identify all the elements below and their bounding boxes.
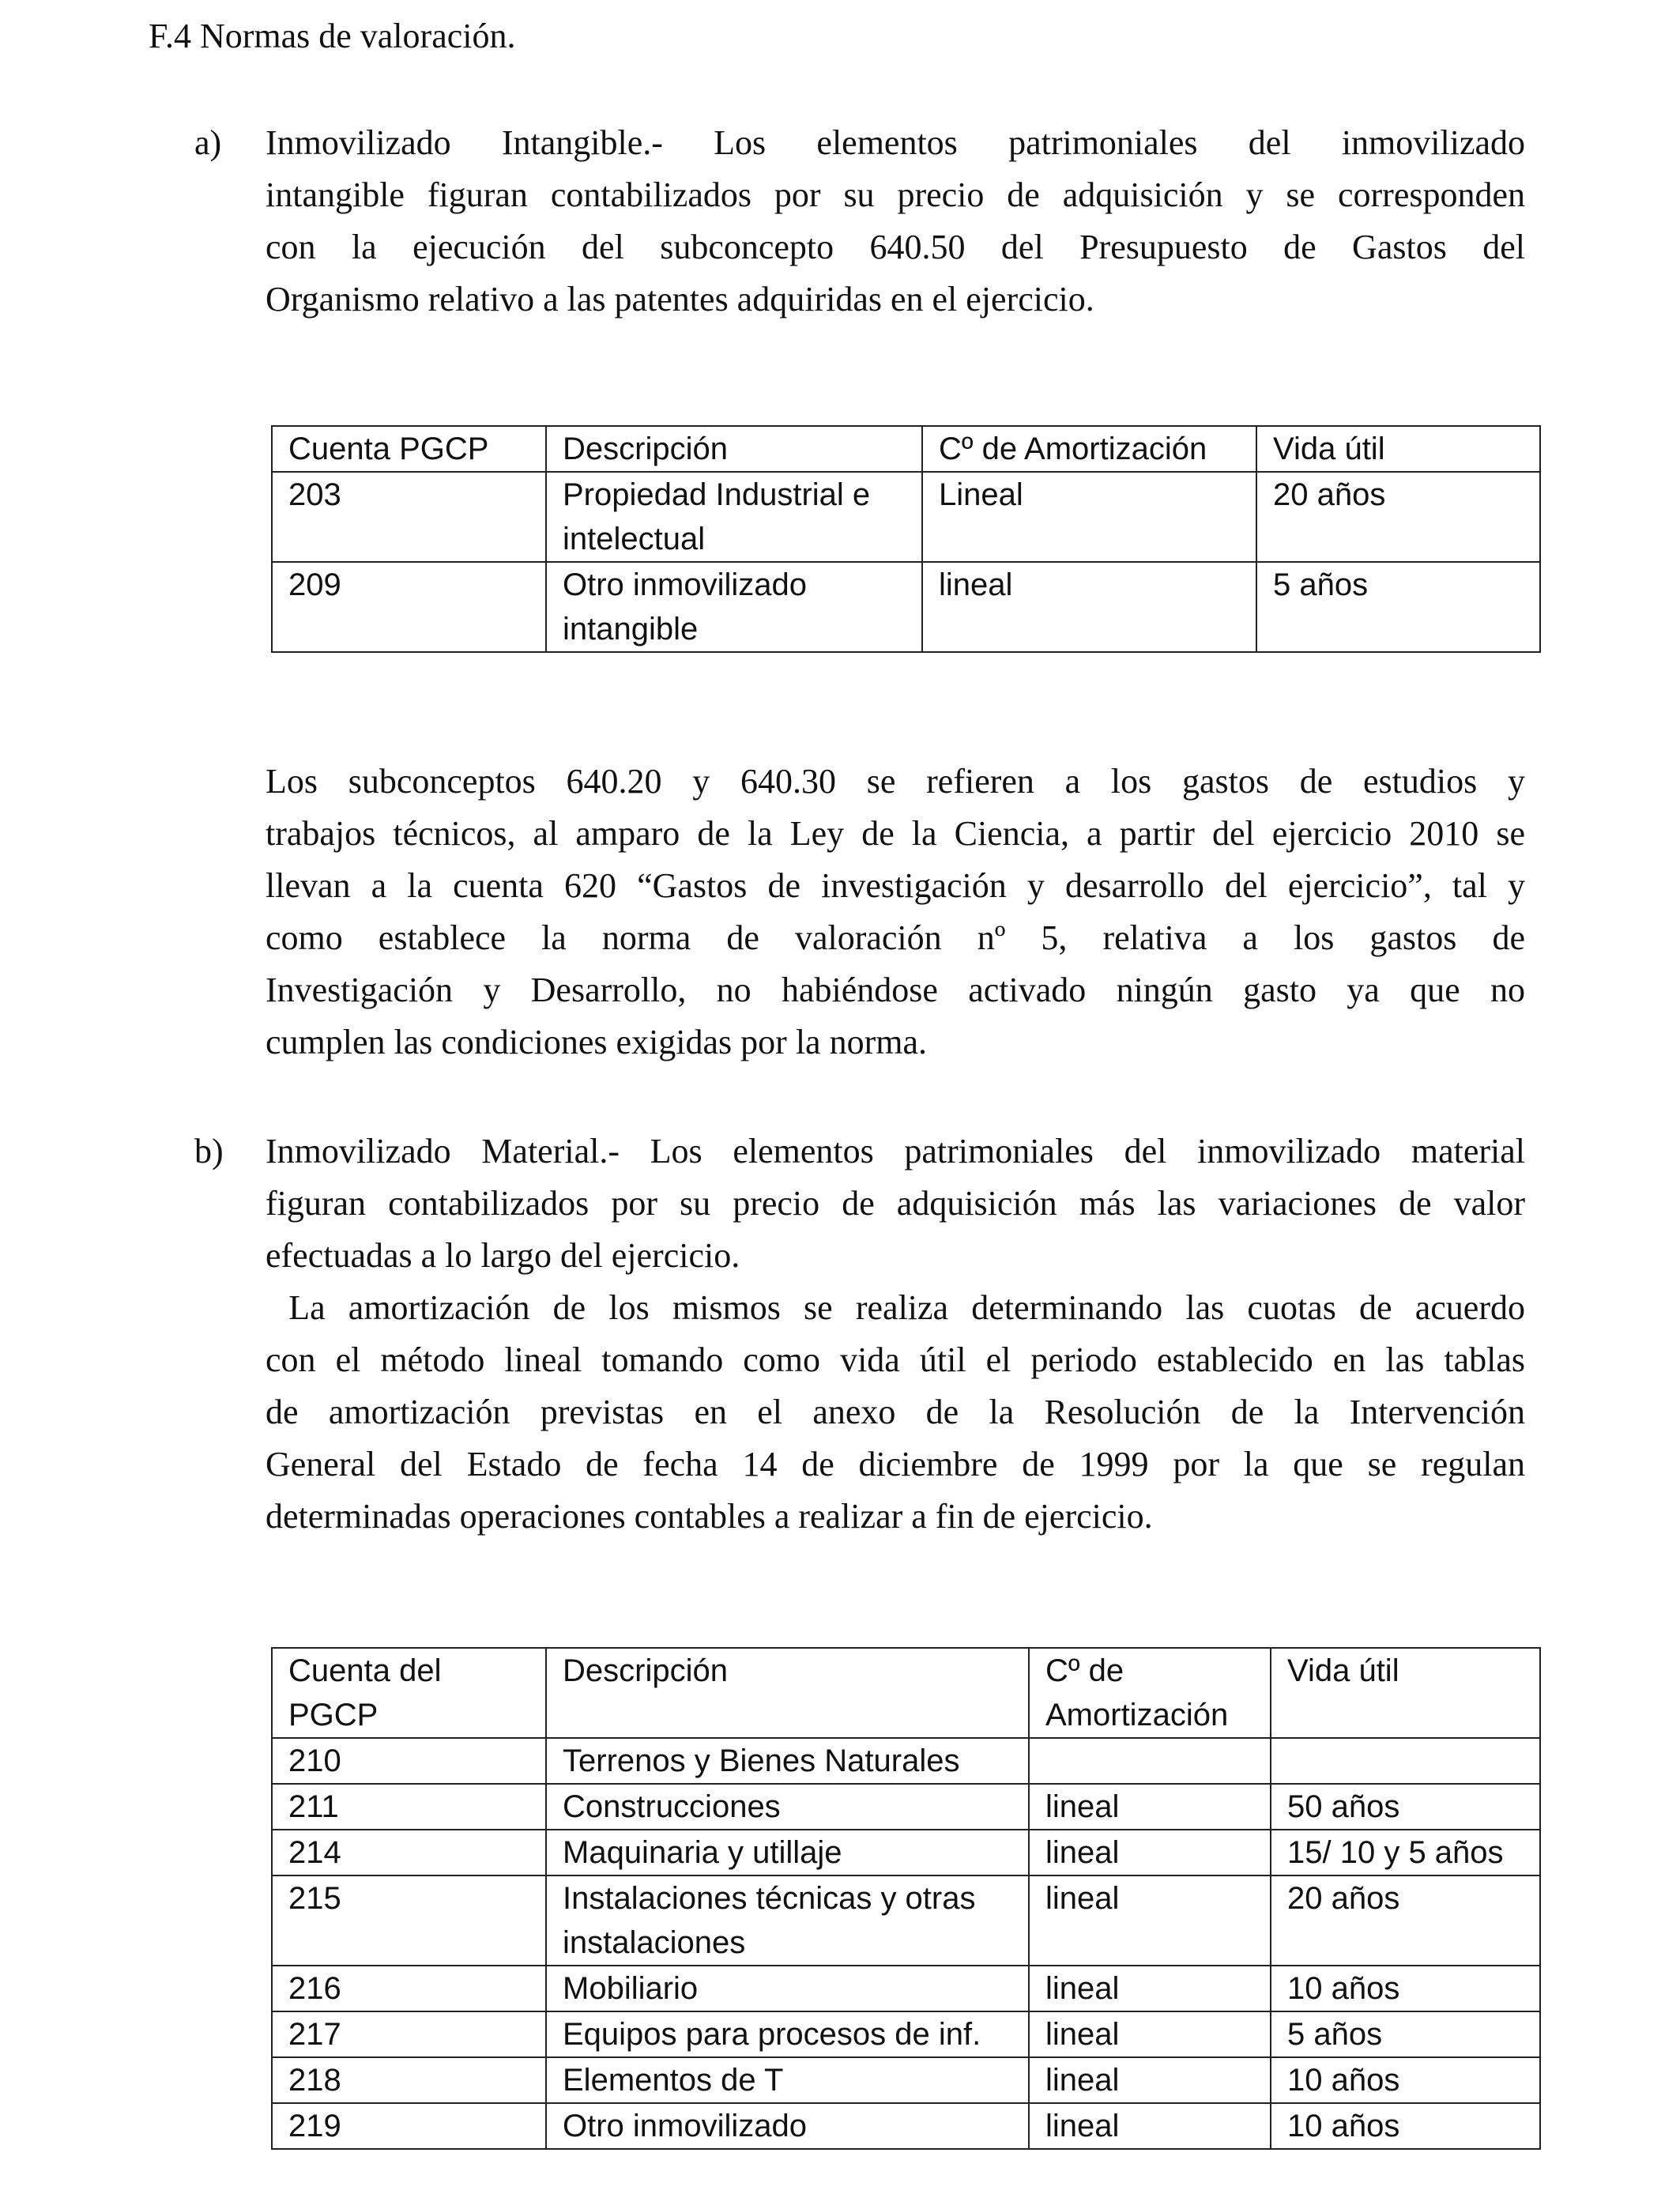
cell-cuenta: 210 [272, 1738, 546, 1784]
header-cuenta: Cuenta PGCP [272, 426, 546, 472]
paragraph-line: Inmovilizado Material.- Los elementos patrimoniales del inmovilizado material [266, 1132, 1525, 1171]
cell-amortizacion [1029, 1738, 1271, 1784]
cell-vida-util [1271, 1738, 1540, 1784]
section-a-marker: a) [194, 123, 222, 162]
paragraph-line: llevan a la cuenta 620 “Gastos de investigación y desarrollo del ejercicio”, tal y [266, 866, 1525, 905]
intangible-assets-table [271, 425, 1541, 653]
cell-descripcion: Propiedad Industrial e intelectual [546, 472, 922, 562]
cell-cuenta: 218 [272, 2057, 546, 2103]
cell-vida-util: 10 años [1271, 2103, 1540, 2149]
cell-vida-util: 15/ 10 y 5 años [1271, 1830, 1540, 1875]
cell-cuenta: 216 [272, 1966, 546, 2011]
cell-cuenta: 209 [272, 562, 546, 652]
header-amortizacion: Cº de Amortización [1029, 1648, 1271, 1738]
table-row [272, 2011, 1540, 2057]
paragraph-line: de amortización previstas en el anexo de la Resolución de la Intervención [266, 1393, 1525, 1431]
paragraph-line: con la ejecución del subconcepto 640.50 del Presupuesto de Gastos del [266, 228, 1525, 266]
table-row [272, 1830, 1540, 1875]
table-row [272, 2103, 1540, 2149]
paragraph-line: como establece la norma de valoración nº 5, relativa a los gastos de [266, 918, 1525, 957]
cell-amortizacion: lineal [1029, 2103, 1271, 2149]
page-title: F.4 Normas de valoración. [149, 17, 516, 55]
cell-vida-util: 5 años [1256, 562, 1540, 652]
paragraph-line: Inmovilizado Intangible.- Los elementos patrimoniales del inmovilizado [266, 123, 1525, 162]
table-row [272, 1784, 1540, 1830]
cell-vida-util: 20 años [1256, 472, 1540, 562]
cell-cuenta: 219 [272, 2103, 546, 2149]
cell-descripcion: Instalaciones técnicas y otras instalaciones [546, 1875, 1029, 1966]
cell-amortizacion: lineal [1029, 1966, 1271, 2011]
paragraph-line: Investigación y Desarrollo, no habiéndose activado ningún gasto ya que no [266, 971, 1525, 1009]
paragraph-line: intangible figuran contabilizados por su precio de adquisición y se corresponden [266, 175, 1525, 214]
section-a-note [266, 756, 1525, 1069]
cell-amortizacion: lineal [1029, 1784, 1271, 1830]
table-header-row [272, 426, 1540, 472]
tangible-assets-table [271, 1647, 1541, 2150]
cell-amortizacion: lineal [1029, 2011, 1271, 2057]
cell-descripcion: Equipos para procesos de inf. [546, 2011, 1029, 2057]
cell-amortizacion: Lineal [922, 472, 1256, 562]
cell-vida-util: 20 años [1271, 1875, 1540, 1966]
cell-amortizacion: lineal [1029, 2057, 1271, 2103]
header-vida-util: Vida útil [1271, 1648, 1540, 1738]
paragraph-line: La amortización de los mismos se realiza determinando las cuotas de acuerdo [266, 1288, 1525, 1327]
cell-descripcion: Maquinaria y utillaje [546, 1830, 1029, 1875]
cell-descripcion: Otro inmovilizado [546, 2103, 1029, 2149]
header-descripcion: Descripción [546, 1648, 1029, 1738]
section-b-marker: b) [194, 1132, 224, 1171]
cell-cuenta: 214 [272, 1830, 546, 1875]
table-row [272, 1738, 1540, 1784]
table-header-row [272, 1648, 1540, 1738]
paragraph-line: con el método lineal tomando como vida útil el periodo establecido en las tablas [266, 1340, 1525, 1379]
cell-amortizacion: lineal [1029, 1875, 1271, 1966]
paragraph-line: Organismo relativo a las patentes adquiridas en el ejercicio. [266, 280, 1094, 319]
cell-cuenta: 215 [272, 1875, 546, 1966]
table-row [272, 472, 1540, 562]
cell-cuenta: 211 [272, 1784, 546, 1830]
table-row [272, 1966, 1540, 2011]
header-amortizacion: Cº de Amortización [922, 426, 1256, 472]
header-descripcion: Descripción [546, 426, 922, 472]
table-row [272, 1875, 1540, 1966]
cell-vida-util: 10 años [1271, 2057, 1540, 2103]
cell-vida-util: 10 años [1271, 1966, 1540, 2011]
cell-amortizacion: lineal [922, 562, 1256, 652]
cell-descripcion: Mobiliario [546, 1966, 1029, 2011]
cell-cuenta: 203 [272, 472, 546, 562]
cell-descripcion: Otro inmovilizado intangible [546, 562, 922, 652]
cell-cuenta: 217 [272, 2011, 546, 2057]
section-b-paragraph [266, 1125, 1525, 1543]
section-a-paragraph [266, 117, 1525, 326]
cell-vida-util: 5 años [1271, 2011, 1540, 2057]
paragraph-line: trabajos técnicos, al amparo de la Ley de la Ciencia, a partir del ejercicio 2010 se [266, 814, 1525, 853]
cell-vida-util: 50 años [1271, 1784, 1540, 1830]
paragraph-line: cumplen las condiciones exigidas por la norma. [266, 1023, 927, 1061]
paragraph-line: figuran contabilizados por su precio de adquisición más las variaciones de valor [266, 1184, 1525, 1223]
cell-descripcion: Construcciones [546, 1784, 1029, 1830]
table-row [272, 2057, 1540, 2103]
paragraph-line: efectuadas a lo largo del ejercicio. [266, 1236, 740, 1275]
header-cuenta: Cuenta del PGCP [272, 1648, 546, 1738]
cell-descripcion: Terrenos y Bienes Naturales [546, 1738, 1029, 1784]
cell-descripcion: Elementos de T [546, 2057, 1029, 2103]
cell-amortizacion: lineal [1029, 1830, 1271, 1875]
paragraph-line: Los subconceptos 640.20 y 640.30 se refieren a los gastos de estudios y [266, 762, 1525, 801]
header-vida-util: Vida útil [1256, 426, 1540, 472]
paragraph-line: General del Estado de fecha 14 de diciembre de 1999 por la que se regulan [266, 1445, 1525, 1483]
paragraph-line: determinadas operaciones contables a realizar a fin de ejercicio. [266, 1497, 1153, 1536]
table-row [272, 562, 1540, 652]
